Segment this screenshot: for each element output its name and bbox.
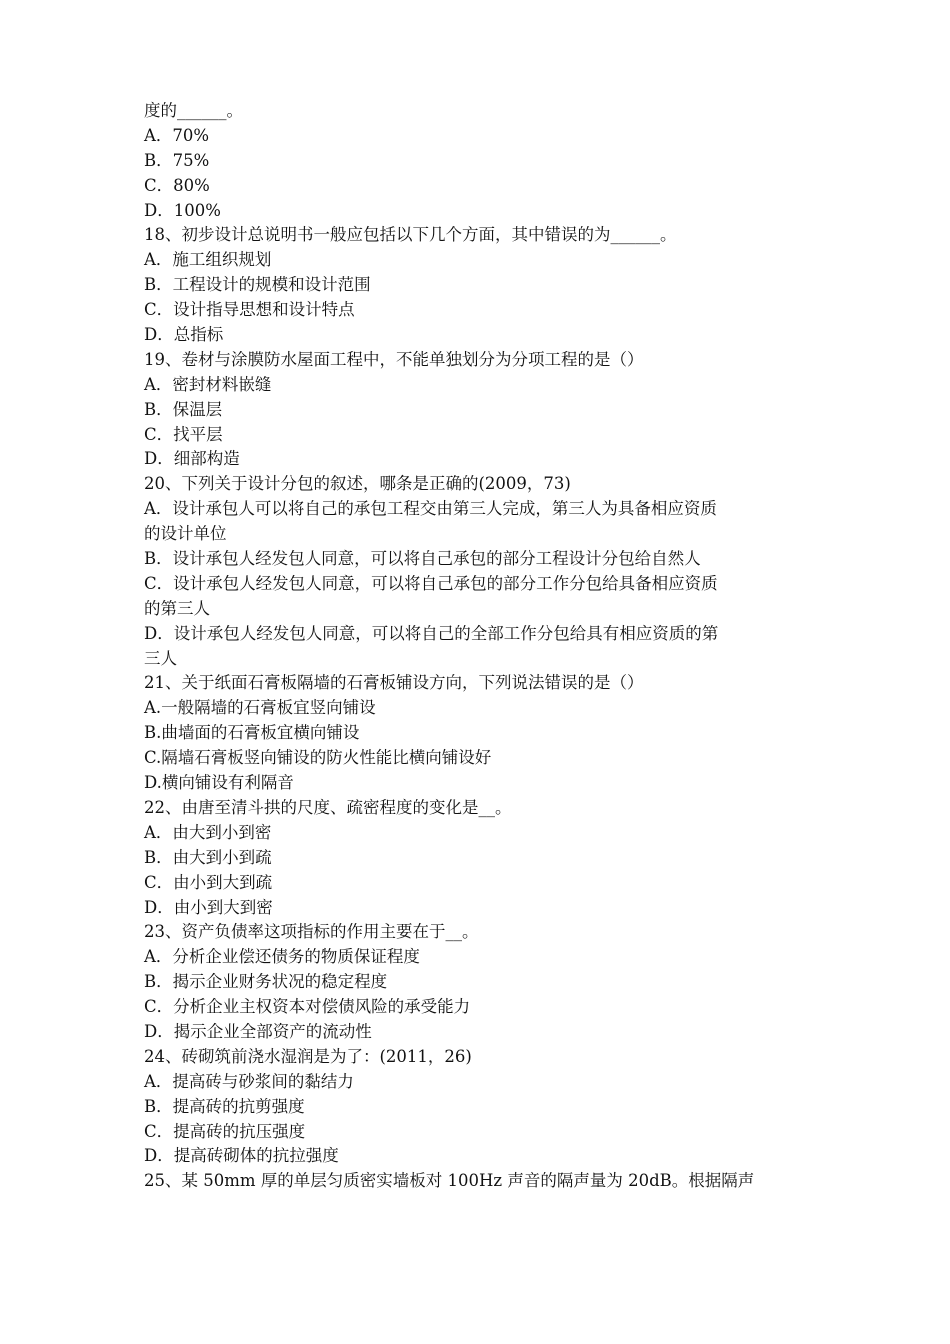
text-line: 度的______。: [144, 101, 243, 120]
text-line: B．提高砖的抗剪强度: [144, 1096, 305, 1116]
text-line: C.隔墙石膏板竖向铺设的防火性能比横向铺设好: [144, 748, 492, 768]
text-line: C．提高砖的抗压强度: [144, 1121, 306, 1141]
text-line: 23、资产负债率这项指标的作用主要在于__。: [144, 922, 479, 942]
text-line: C．设计指导思想和设计特点: [144, 300, 355, 320]
text-line: 25、某 50mm 厚的单层匀质密实墙板对 100Hz 声音的隔声量为 20dB。根据隔声: [144, 1171, 755, 1191]
text-line: C．找平层: [144, 424, 223, 444]
text-line: B．由大到小到疏: [144, 847, 272, 867]
text-line: D．提高砖砌体的抗拉强度: [144, 1146, 339, 1166]
text-line: C．80%: [144, 175, 210, 195]
text-line: A．提高砖与砂浆间的黏结力: [144, 1071, 354, 1091]
text-line: D．由小到大到密: [144, 897, 273, 917]
document-body: [144, 99, 814, 1194]
text-line: B．工程设计的规模和设计范围: [144, 275, 371, 295]
text-line: 21、关于纸面石膏板隔墙的石膏板铺设方向，下列说法错误的是（）: [144, 673, 644, 693]
text-line: A.一般隔墙的石膏板宜竖向铺设: [144, 698, 376, 718]
text-line: A．分析企业偿还债务的物质保证程度: [144, 947, 420, 967]
text-line: C．设计承包人经发包人同意，可以将自己承包的部分工作分包给具备相应资质: [144, 573, 718, 593]
text-line: C．分析企业主权资本对偿债风险的承受能力: [144, 997, 471, 1017]
text-line: D．设计承包人经发包人同意，可以将自己的全部工作分包给具有相应资质的第: [144, 623, 719, 643]
text-line: B．设计承包人经发包人同意，可以将自己承包的部分工程设计分包给自然人: [144, 549, 701, 569]
text-line: A．施工组织规划: [144, 250, 272, 270]
text-line: B．保温层: [144, 399, 223, 419]
text-line: 19、卷材与涂膜防水屋面工程中，不能单独划分为分项工程的是（）: [144, 349, 644, 369]
text-line: A．密封材料嵌缝: [144, 374, 272, 394]
text-line: A．由大到小到密: [144, 822, 272, 842]
text-line: 24、砖砌筑前浇水湿润是为了：(2011，26): [144, 1046, 472, 1066]
text-line: 的第三人: [144, 598, 210, 618]
text-line: A．设计承包人可以将自己的承包工程交由第三人完成，第三人为具备相应资质: [144, 499, 717, 519]
text-line: D.横向铺设有利隔音: [144, 773, 294, 793]
text-line: 18、初步设计总说明书一般应包括以下几个方面，其中错误的为______。: [144, 225, 677, 245]
text-line: 22、由唐至清斗拱的尺度、疏密程度的变化是__。: [144, 797, 512, 817]
text-line: D．揭示企业全部资产的流动性: [144, 1021, 372, 1041]
text-line: D．细部构造: [144, 449, 240, 469]
text-line: C．由小到大到疏: [144, 872, 273, 892]
text-line: D．100%: [144, 200, 221, 220]
text-line: B．揭示企业财务状况的稳定程度: [144, 972, 388, 992]
text-line: D．总指标: [144, 325, 224, 345]
text-line: B．75%: [144, 150, 210, 170]
text-line: 的设计单位: [144, 524, 227, 544]
text-line: A．70%: [144, 125, 210, 145]
text-line: 三人: [144, 648, 177, 668]
text-line: 20、下列关于设计分包的叙述，哪条是正确的(2009，73): [144, 474, 571, 494]
text-line: B.曲墙面的石膏板宜横向铺设: [144, 723, 360, 743]
